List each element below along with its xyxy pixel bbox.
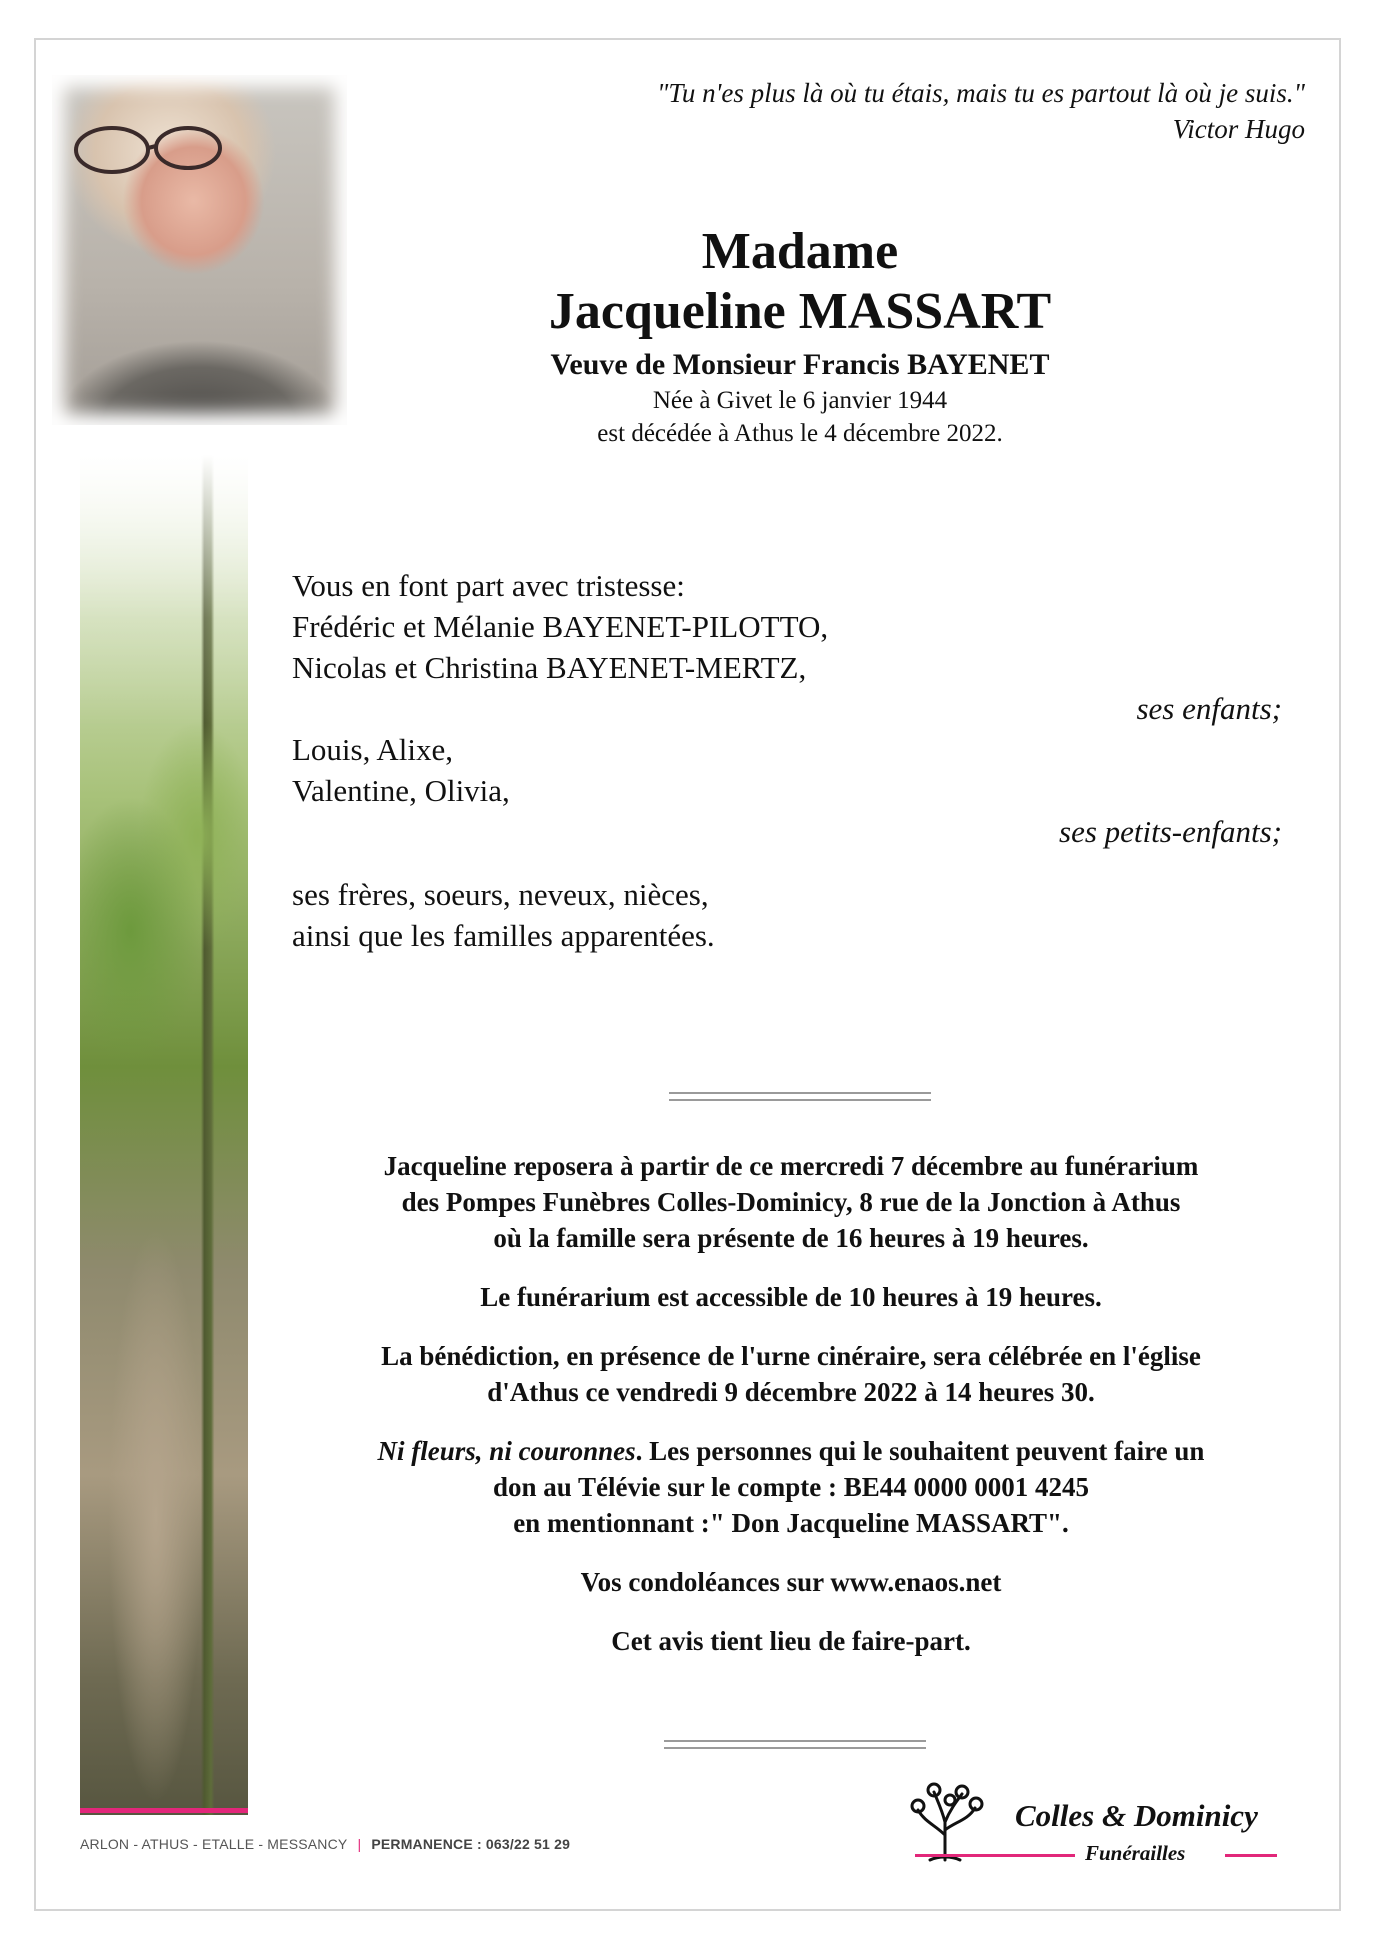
family-intro: Vous en font part avec tristesse: (292, 568, 685, 603)
info-line: La bénédiction, en présence de l'urne cinéraire, sera célébrée en l'église (381, 1341, 1201, 1371)
divider-bottom (664, 1740, 926, 1749)
widow-of: Veuve de Monsieur Francis BAYENET (550, 348, 1050, 381)
deceased-name: Jacqueline MASSART (548, 283, 1052, 340)
info-line: d'Athus ce vendredi 9 décembre 2022 à 14 heures 30. (487, 1377, 1095, 1407)
child-line: Frédéric et Mélanie BAYENET-PILOTTO, (292, 609, 829, 644)
birth-info: Née à Givet le 6 janvier 1944 (652, 387, 948, 414)
info-line: Jacqueline reposera à partir de ce mercredi 7 décembre au funérarium (383, 1151, 1199, 1181)
logo-line-left (915, 1854, 1075, 1857)
logo-subtitle: Funérailles (1085, 1841, 1186, 1865)
info-line: des Pompes Funèbres Colles-Dominicy, 8 rue de la Jonction à Athus (401, 1187, 1181, 1217)
quote-text: "Tu n'es plus là où tu étais, mais tu es partout là où je suis." (657, 78, 1305, 108)
salutation: Madame (701, 223, 899, 280)
relatives-line: ses frères, soeurs, neveux, nièces, (292, 877, 709, 912)
death-info: est décédée à Athus le 4 décembre 2022. (597, 420, 1003, 447)
deceased-header (395, 222, 1205, 450)
funerarium-paragraph (285, 1148, 1297, 1256)
ceremony-paragraph (285, 1338, 1297, 1410)
info-line: en mentionnant :" Don Jacqueline MASSART". (513, 1508, 1069, 1538)
logo-line-right (1225, 1854, 1277, 1857)
access-paragraph: Le funérarium est accessible de 10 heures à 19 heures. (480, 1282, 1102, 1312)
quote-author: Victor Hugo (1172, 114, 1305, 144)
footer-contact (80, 1836, 570, 1852)
company-logo (890, 1780, 1290, 1880)
grandchild-line: Valentine, Olivia, (292, 773, 510, 808)
info-line: don au Télévie sur le compte : BE44 0000 0001 4245 (492, 1472, 1089, 1502)
relatives-line: ainsi que les familles apparentées. (292, 918, 715, 953)
portrait-photo (52, 75, 347, 425)
quote-block (657, 75, 1305, 147)
grandchildren-label: ses petits-enfants; (1059, 814, 1282, 849)
family-announcement (292, 565, 1292, 956)
no-flowers-text: Ni fleurs, ni couronnes (377, 1436, 636, 1466)
children-label: ses enfants; (1136, 691, 1282, 726)
footer-permanence: PERMANENCE : 063/22 51 29 (371, 1836, 571, 1852)
info-line: où la famille sera présente de 16 heures à 19 heures. (493, 1223, 1089, 1253)
forest-path-image (80, 455, 248, 1815)
condolences-paragraph: Vos condoléances sur www.enaos.net (580, 1567, 1002, 1597)
footer-separator: | (357, 1836, 362, 1852)
footer-locations: ARLON - ATHUS - ETALLE - MESSANCY (80, 1836, 348, 1852)
notice-paragraph: Cet avis tient lieu de faire-part. (611, 1626, 971, 1656)
grandchild-line: Louis, Alixe, (292, 732, 454, 767)
flowers-rest-text: . Les personnes qui le souhaitent peuvent faire un (635, 1436, 1205, 1466)
ceremony-info (285, 1148, 1297, 1682)
glasses-drawing (70, 120, 240, 180)
donation-paragraph (285, 1433, 1297, 1541)
pink-accent-bar (80, 1808, 248, 1813)
logo-name: Colles & Dominicy (1015, 1798, 1258, 1833)
divider-top (669, 1092, 931, 1101)
child-line: Nicolas et Christina BAYENET-MERTZ, (292, 650, 807, 685)
